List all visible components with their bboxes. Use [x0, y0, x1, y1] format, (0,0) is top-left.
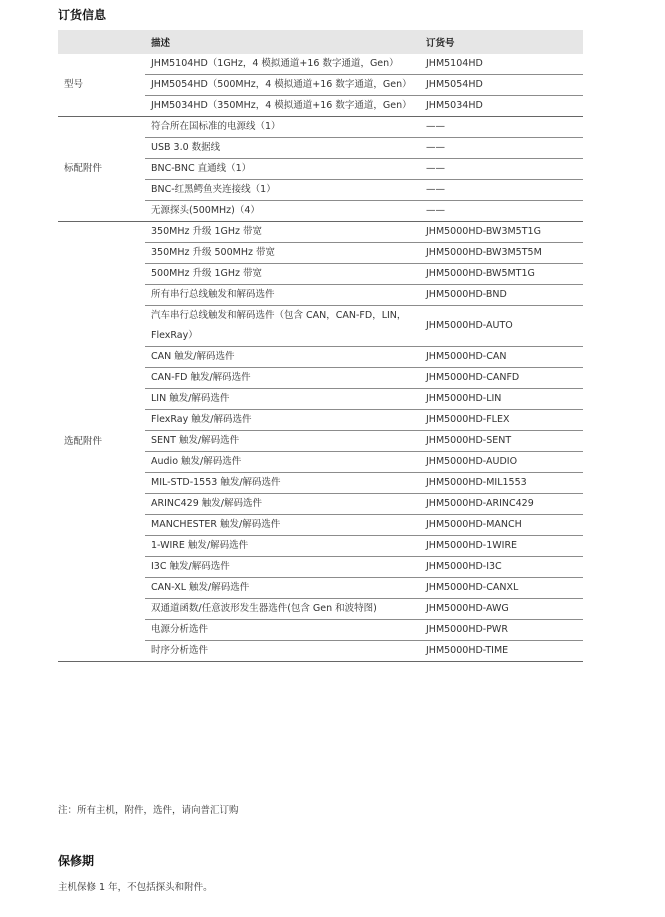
description-cell: MIL-STD-1553 触发/解码选件 [151, 477, 281, 488]
ordering-title: 订货信息 [58, 8, 107, 22]
order-no-cell: JHM5000HD-1WIRE [426, 540, 518, 551]
description-cell: JHM5104HD（1GHz，4 模拟通道+16 数字通道，Gen） [151, 58, 399, 69]
order-no-cell: JHM5000HD-SENT [426, 435, 512, 446]
order-no-cell: —— [426, 184, 445, 195]
category-cell: 型号 [64, 79, 84, 90]
order-no-cell: JHM5054HD [426, 79, 483, 90]
order-no-cell: JHM5000HD-MIL1553 [426, 477, 527, 488]
description-cell: ARINC429 触发/解码选件 [151, 498, 262, 509]
description-cell: 时序分析选件 [151, 645, 209, 656]
description-cell: BNC-红黑鳄鱼夹连接线（1） [151, 184, 276, 195]
description-cell: 500MHz 升级 1GHz 带宽 [151, 268, 263, 279]
order-no-cell: JHM5000HD-PWR [426, 624, 508, 635]
order-no-cell: JHM5000HD-ARINC429 [426, 498, 534, 509]
order-no-cell: JHM5000HD-FLEX [426, 414, 510, 425]
order-no-cell: JHM5000HD-CANXL [426, 582, 519, 593]
warranty-text: 主机保修 1 年，不包括探头和附件。 [58, 882, 213, 893]
order-no-cell: JHM5000HD-CAN [426, 351, 507, 362]
category-cell: 标配附件 [64, 163, 103, 174]
description-cell: I3C 触发/解码选件 [151, 561, 230, 572]
order-no-cell: —— [426, 163, 445, 174]
table-body [58, 54, 583, 662]
header-description: 描述 [145, 30, 420, 54]
description-cell: MANCHESTER 触发/解码选件 [151, 519, 281, 530]
order-no-cell: —— [426, 121, 445, 132]
order-no-cell: JHM5000HD-BW3M5T1G [426, 226, 541, 237]
description-cell: 汽车串行总线触发和解码选件（包含 CAN，CAN-FD，LIN，FlexRay） [151, 310, 407, 341]
order-no-cell: —— [426, 205, 445, 216]
description-cell: JHM5054HD（500MHz，4 模拟通道+16 数字通道，Gen） [151, 79, 412, 90]
description-cell: JHM5034HD（350MHz，4 模拟通道+16 数字通道，Gen） [151, 100, 412, 111]
order-no-cell: JHM5000HD-CANFD [426, 372, 520, 383]
description-cell: SENT 触发/解码选件 [151, 435, 240, 446]
order-no-cell: JHM5000HD-BW5MT1G [426, 268, 535, 279]
description-cell: 双通道函数/任意波形发生器选件(包含 Gen 和波特图) [151, 603, 377, 614]
order-no-cell: JHM5000HD-AWG [426, 603, 509, 614]
order-note: 注：所有主机，附件，选件，请向普汇订购 [58, 805, 239, 816]
warranty-title: 保修期 [58, 854, 95, 868]
order-no-cell: JHM5000HD-BW3M5T5M [426, 247, 542, 258]
order-no-cell: JHM5000HD-LIN [426, 393, 502, 404]
description-cell: 电源分析选件 [151, 624, 209, 635]
order-no-cell: JHM5034HD [426, 100, 483, 111]
description-cell: USB 3.0 数据线 [151, 142, 221, 153]
description-cell: 所有串行总线触发和解码选件 [151, 289, 275, 300]
order-no-cell: JHM5104HD [426, 58, 483, 69]
description-cell: BNC-BNC 直通线（1） [151, 163, 252, 174]
description-cell: Audio 触发/解码选件 [151, 456, 242, 467]
order-no-cell: JHM5000HD-MANCH [426, 519, 522, 530]
description-cell: 350MHz 升级 1GHz 带宽 [151, 226, 263, 237]
description-cell: 符合所在国标准的电源线（1） [151, 121, 281, 132]
order-no-cell: JHM5000HD-I3C [426, 561, 502, 572]
category-cell: 选配附件 [64, 435, 103, 447]
description-cell: LIN 触发/解码选件 [151, 393, 230, 404]
ordering-table [58, 30, 583, 662]
description-cell: 1-WIRE 触发/解码选件 [151, 540, 249, 551]
description-cell: 350MHz 升级 500MHz 带宽 [151, 247, 275, 258]
table-header [58, 30, 583, 54]
order-no-cell: JHM5000HD-BND [426, 289, 507, 300]
header-order-no: 订货号 [420, 30, 583, 54]
description-cell: CAN-FD 触发/解码选件 [151, 372, 251, 383]
description-cell: CAN-XL 触发/解码选件 [151, 582, 250, 593]
description-cell: 无源探头(500MHz)（4） [151, 205, 260, 216]
order-no-cell: JHM5000HD-AUTO [426, 320, 513, 331]
table-row [58, 54, 583, 75]
description-cell: FlexRay 触发/解码选件 [151, 414, 252, 425]
order-no-cell: JHM5000HD-TIME [426, 645, 509, 656]
order-no-cell: —— [426, 142, 445, 153]
header-category [58, 30, 145, 54]
order-no-cell: JHM5000HD-AUDIO [426, 456, 518, 467]
table-row [58, 117, 583, 138]
description-cell: CAN 触发/解码选件 [151, 351, 235, 362]
table-row [58, 222, 583, 243]
